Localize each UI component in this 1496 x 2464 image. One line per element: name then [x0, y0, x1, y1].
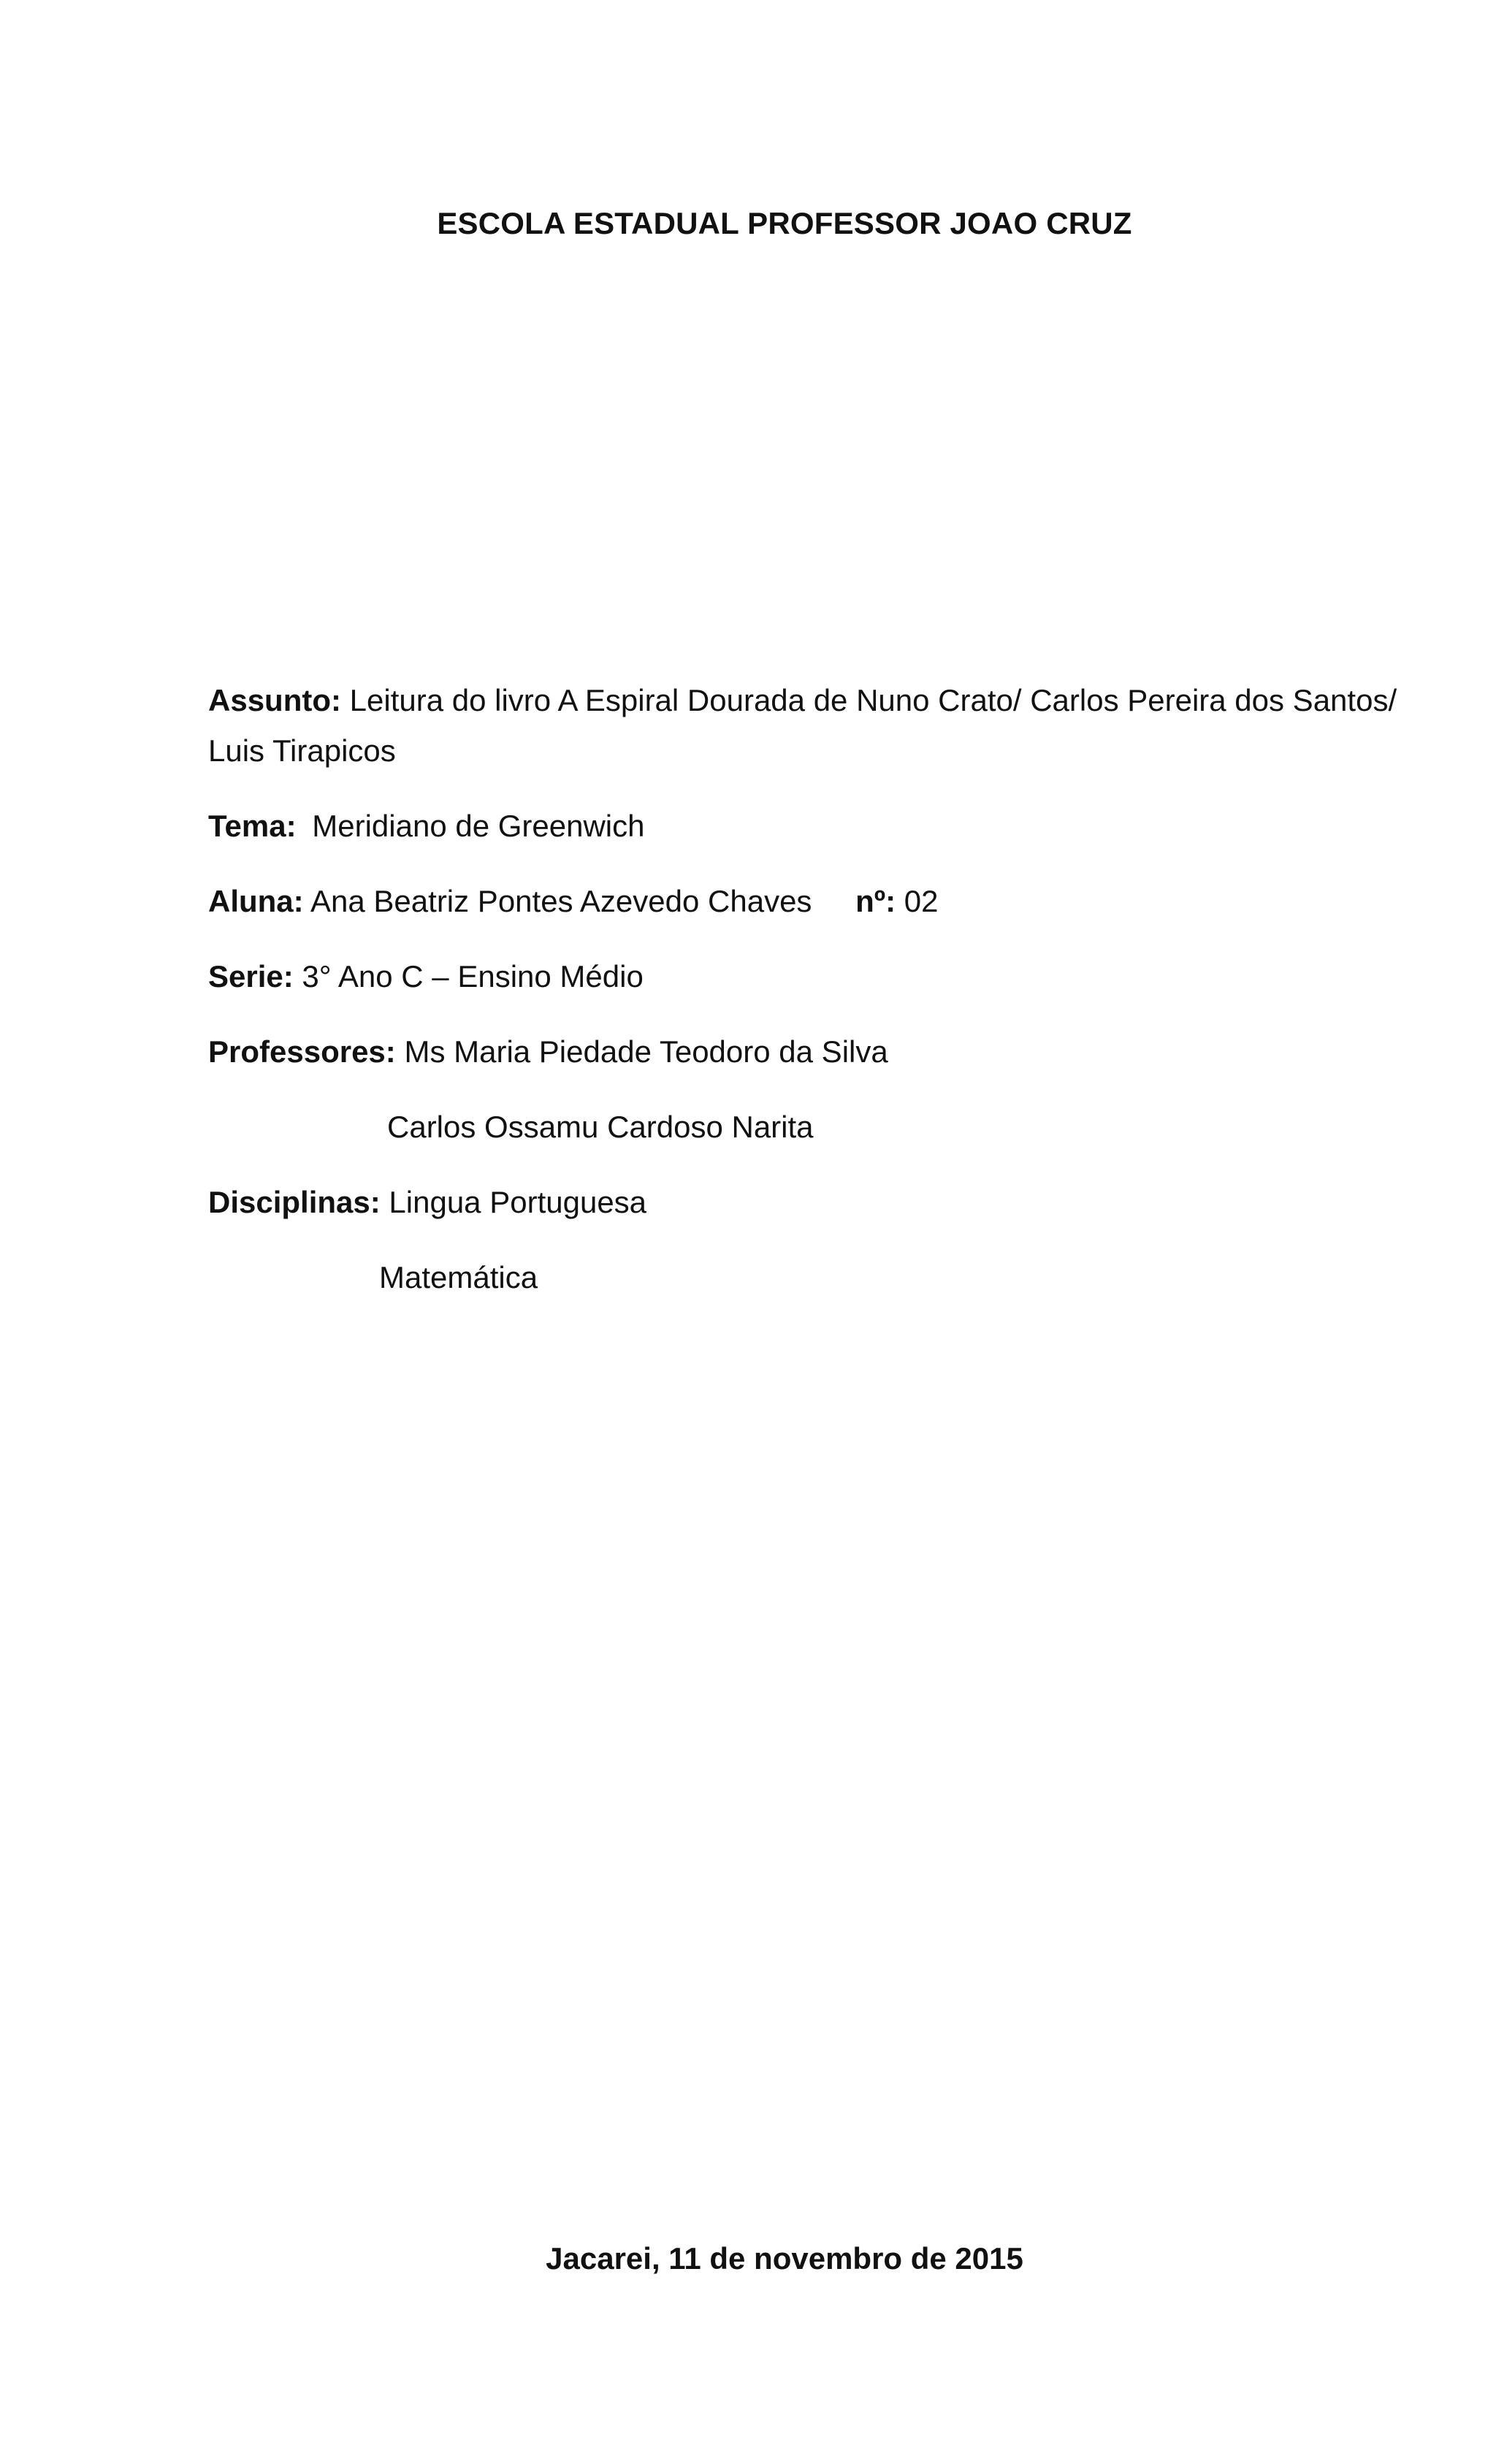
professores-line — [208, 1034, 888, 1069]
serie-line — [208, 959, 644, 994]
serie-value: 3° Ano C – Ensino Médio — [302, 959, 644, 993]
serie-label: Serie: — [208, 959, 294, 993]
assunto-value-cont: Luis Tirapicos — [208, 733, 396, 768]
disciplina-1: Lingua Portuguesa — [389, 1185, 647, 1219]
assunto-label: Assunto: — [208, 683, 341, 717]
numero-label: nº: — [855, 884, 896, 918]
professor-2: Carlos Ossamu Cardoso Narita — [387, 1110, 814, 1144]
professor-2-line — [387, 1110, 814, 1145]
disciplinas-line — [208, 1185, 646, 1220]
tema-line — [208, 809, 645, 844]
aluna-value: Ana Beatriz Pontes Azevedo Chaves — [310, 884, 812, 918]
assunto-line — [208, 683, 1397, 718]
professor-1: Ms Maria Piedade Teodoro da Silva — [404, 1034, 888, 1069]
numero-value: 02 — [904, 884, 939, 918]
tema-value: Meridiano de Greenwich — [312, 809, 645, 843]
date-line: Jacarei, 11 de novembro de 2015 — [546, 2241, 1023, 2276]
assunto-value: Leitura do livro A Espiral Dourada de Nuno Crato/ Carlos Pereira dos Santos/ — [349, 683, 1397, 717]
tema-label: Tema: — [208, 809, 297, 843]
school-title: ESCOLA ESTADUAL PROFESSOR JOAO CRUZ — [437, 206, 1132, 240]
aluna-label: Aluna: — [208, 884, 304, 918]
disciplina-2-line — [379, 1260, 538, 1295]
assunto-continuation — [208, 733, 396, 768]
disciplina-2: Matemática — [379, 1260, 538, 1294]
disciplinas-label: Disciplinas: — [208, 1185, 381, 1219]
professores-label: Professores: — [208, 1034, 396, 1069]
aluna-line — [208, 884, 938, 919]
